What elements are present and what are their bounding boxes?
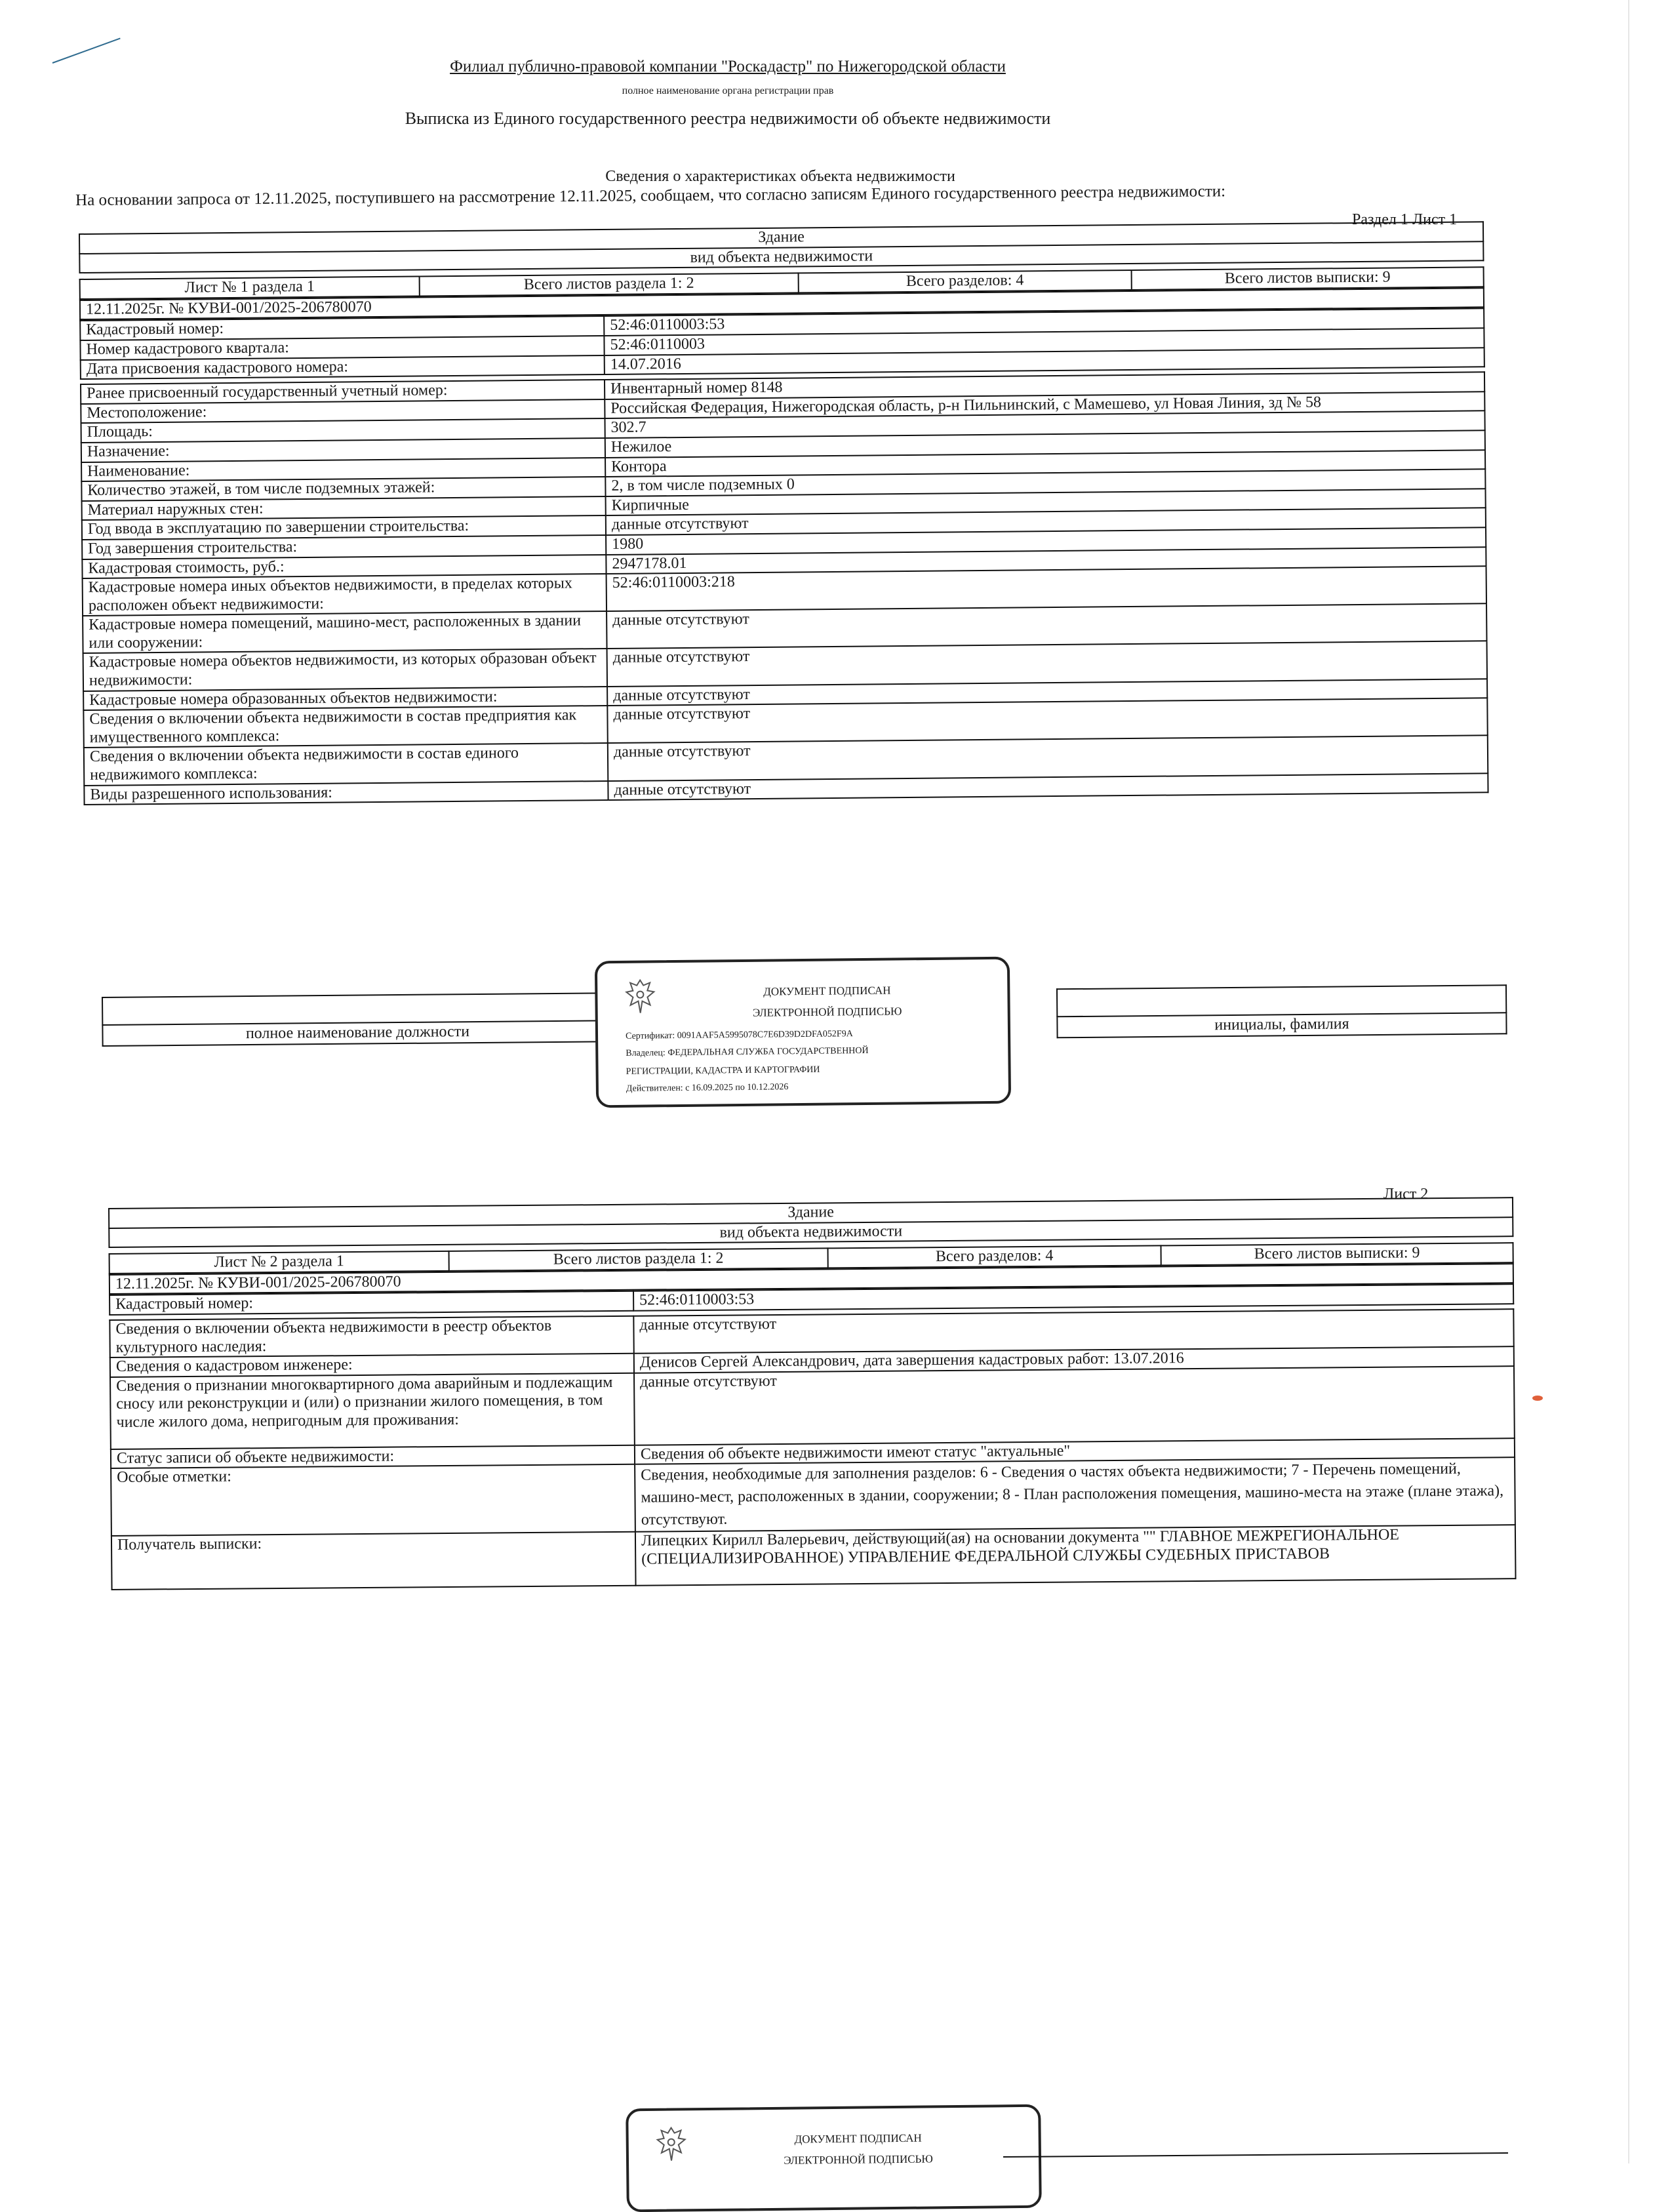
section-sheets-count: Всего листов раздела 1: 2 [449, 1249, 828, 1271]
document-title: Выписка из Единого государственного реестра недвижимости об объекте недвижимости [405, 109, 1051, 128]
row-label: Кадастровый номер: [80, 316, 604, 340]
sheet-number: Лист № 2 раздела 1 [109, 1251, 449, 1274]
extract-sheets-count: Всего листов выписки: 9 [1132, 267, 1484, 289]
sections-count: Всего разделов: 4 [828, 1246, 1161, 1268]
position-cell [102, 993, 612, 1025]
row-label: Год ввода в эксплуатацию по завершении строительства: [82, 515, 606, 540]
row-value: 52:46:0110003:53 [633, 1285, 1513, 1311]
page1-table-block [79, 221, 1489, 805]
organization-caption: полное наименование органа регистрации прав [622, 85, 834, 96]
row-label: Кадастровая стоимость, руб.: [82, 554, 606, 578]
row-value: Денисов Сергей Александрович, дата завершения кадастровых работ: 13.07.2016 [634, 1346, 1514, 1373]
row-label: Дата присвоения кадастрового номера: [81, 355, 605, 380]
row-label: Кадастровые номера объектов недвижимости, из которых образован объект недвижимости: [83, 649, 607, 691]
row-value: Российская Федерация, Нижегородская область, р-н Пильнинский, с Мамешево, ул Новая Линия, зд № 58 [605, 392, 1484, 418]
sheet-label-page1: Раздел 1 Лист 1 [1352, 211, 1458, 228]
row-label: Сведения о признании многоквартирного дома аварийным и подлежащим сносу или реконструкции и (или) о признании жилого помещения, в том числе жилого дома, непригодным для проживания: [110, 1373, 635, 1449]
object-type: Здание [109, 1197, 1513, 1228]
object-type: Здание [79, 222, 1483, 253]
document-reference: 12.11.2025г. № КУВИ-001/2025-206780070 [80, 288, 1484, 319]
object-type-caption: вид объекта недвижимости [109, 1217, 1513, 1247]
name-cell [1057, 985, 1506, 1016]
object-type-table [79, 221, 1484, 273]
signature-line-page2 [1003, 2152, 1508, 2158]
table-row [111, 1458, 1515, 1537]
row-label: Кадастровые номера помещений, машино-мест, расположенных в здании или сооружении: [83, 611, 607, 653]
stamp-line2: ЭЛЕКТРОННОЙ ПОДПИСЬЮ [752, 1005, 902, 1019]
stamp-line1: ДОКУМЕНТ ПОДПИСАН [763, 984, 891, 998]
row-value: данные отсутствуют [607, 698, 1487, 744]
page2-table-block [108, 1197, 1517, 1590]
row-label: Местоположение: [81, 399, 605, 424]
row-label: Сведения о включении объекта недвижимости в состав предприятия как имущественного комплекса: [83, 706, 607, 748]
scan-edge [1628, 0, 1629, 2163]
position-caption: полное наименование должности [102, 1020, 612, 1045]
row-label: Кадастровые номера иных объектов недвижимости, в пределах которых расположен объект недвижимости: [83, 574, 607, 616]
row-value: Инвентарный номер 8148 [605, 372, 1484, 399]
name-caption: инициалы, фамилия [1057, 1013, 1506, 1037]
row-value: данные отсутствуют [608, 773, 1488, 800]
stamp-certificate: Сертификат: 0091AAF5A5995078C7E6D39D2DFA052F9A [625, 1029, 853, 1041]
row-label: Статус записи об объекте недвижимости: [111, 1445, 635, 1468]
stamp-owner-line2: РЕГИСТРАЦИИ, КАДАСТРА И КАРТОГРАФИИ [626, 1064, 820, 1077]
row-value: 52:46:0110003:53 [604, 309, 1484, 336]
details-table-page2 [109, 1308, 1516, 1590]
row-value: 14.07.2016 [605, 348, 1484, 374]
stamp-validity: Действителен: с 16.09.2025 по 10.12.2026 [626, 1082, 789, 1094]
object-type-table [108, 1197, 1513, 1248]
row-value: Сведения об объекте недвижимости имеют статус "актуальные" [635, 1438, 1515, 1464]
eagle-emblem-icon [652, 2123, 690, 2166]
request-statement: На основании запроса от 12.11.2025, поступившего на рассмотрение 12.11.2025, сообщаем, что согласно записям Единого государственного реестра недвижимости: [75, 182, 1226, 209]
row-label: Сведения о кадастровом инженере: [110, 1354, 634, 1377]
row-label: Кадастровые номера образованных объектов недвижимости: [83, 687, 607, 711]
row-value: данные отсутствуют [607, 679, 1487, 706]
object-type-caption: вид объекта недвижимости [79, 241, 1483, 273]
row-value: данные отсутствуют [634, 1366, 1515, 1445]
row-value: данные отсутствуют [607, 604, 1486, 649]
stamp-line1: ДОКУМЕНТ ПОДПИСАН [794, 2131, 922, 2146]
row-value: 302.7 [605, 411, 1484, 438]
table-row [110, 1366, 1515, 1449]
row-value: Сведения, необходимые для заполнения разделов: 6 - Сведения о частях объекта недвижимости; 7 - Перечень помещений, машино-мест, расположенных в здании, сооружении; 8 - План расположения помещения, машино-места на этаже (плане этажа), отсутствуют. [635, 1458, 1515, 1532]
red-mark [1532, 1396, 1543, 1401]
row-label: Назначение: [81, 438, 605, 462]
row-value: 2, в том числе подземных 0 [605, 469, 1485, 496]
row-label: Номер кадастрового квартала: [80, 336, 604, 360]
row-value: данные отсутствуют [608, 736, 1488, 781]
row-value: данные отсутствуют [607, 641, 1487, 687]
characteristics-table [80, 371, 1489, 805]
cadastral-table-top [79, 308, 1485, 380]
row-value: Нежилое [605, 430, 1485, 457]
sheet-label-page2: Лист 2 [1383, 1186, 1429, 1203]
sections-count: Всего разделов: 4 [799, 270, 1132, 292]
e-signature-stamp [595, 957, 1011, 1108]
stamp-owner-line1: Владелец: ФЕДЕРАЛЬНАЯ СЛУЖБА ГОСУДАРСТВЕННОЙ [626, 1045, 869, 1058]
row-label: Площадь: [81, 418, 605, 443]
row-label: Ранее присвоенный государственный учетный номер: [81, 380, 605, 404]
row-label: Сведения о включении объекта недвижимости в реестр объектов культурного наследия: [109, 1316, 633, 1357]
row-label: Год завершения строительства: [82, 535, 606, 559]
eagle-emblem-icon [621, 976, 660, 1018]
row-label: Виды разрешенного использования: [84, 781, 608, 805]
section-sheets-count: Всего листов раздела 1: 2 [420, 273, 799, 296]
sheet-number: Лист № 1 раздела 1 [80, 277, 420, 299]
organization-name: Филиал публично-правовой компании "Роскадастр" по Нижегородской области [450, 58, 1006, 75]
row-value: Контора [605, 450, 1485, 477]
row-value: данные отсутствуют [633, 1309, 1513, 1354]
table-row [111, 1525, 1516, 1590]
row-label: Получатель выписки: [111, 1532, 636, 1590]
row-label: Количество этажей, в том числе подземных этажей: [81, 477, 605, 501]
row-value: 1980 [606, 527, 1486, 554]
row-value: 52:46:0110003 [604, 328, 1484, 355]
row-value: 2947178.01 [606, 547, 1486, 574]
extract-sheets-count: Всего листов выписки: 9 [1161, 1243, 1513, 1265]
stamp-line2: ЭЛЕКТРОННОЙ ПОДПИСЬЮ [784, 2152, 933, 2167]
row-label: Наименование: [81, 458, 605, 482]
row-value: 52:46:0110003:218 [607, 566, 1486, 611]
row-value: Кирпичные [606, 489, 1486, 515]
section-title: Сведения о характеристиках объекта недвижимости [605, 168, 955, 185]
row-label: Особые отметки: [111, 1464, 635, 1536]
row-label: Кадастровый номер: [109, 1291, 633, 1315]
e-signature-stamp-page2 [626, 2104, 1042, 2212]
row-label: Материал наружных стен: [82, 496, 606, 521]
row-label: Сведения о включении объекта недвижимости в состав единого недвижимого комплекса: [84, 743, 608, 785]
row-value: Липецких Кирилл Валерьевич, действующий(ая) на основании документа "" ГЛАВНОЕ МЕЖРЕГИОНАЛЬНОЕ (СПЕЦИАЛИЗИРОВАННОЕ) УПРАВЛЕНИЕ ФЕДЕРАЛЬНОЙ СЛУЖБЫ СУДЕБНЫХ ПРИСТАВОВ [635, 1525, 1516, 1586]
row-value: данные отсутствуют [606, 508, 1486, 535]
document-reference: 12.11.2025г. № КУВИ-001/2025-206780070 [109, 1264, 1513, 1294]
